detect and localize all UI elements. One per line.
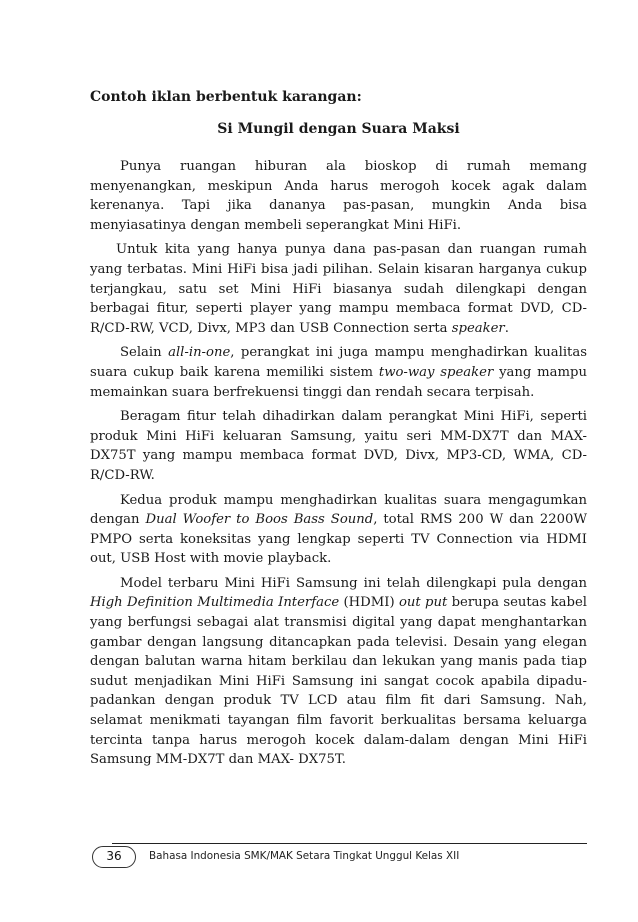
section-heading: Contoh iklan berbentuk karangan: <box>90 89 362 105</box>
paragraph-5-text-a: Kedua produk mampu menghadirkan kualitas suara mengagumkan dengan <box>90 492 587 528</box>
page-footer <box>92 840 587 870</box>
paragraph-2-text-a: Untuk kita yang hanya punya dana pas-pasan dan ruangan rumah yang terbatas. Mini HiFi bisa jadi pilihan. Selain kisaran harganya cukup terjangkau, satu set Mini HiFi biasanya sudah dilengkapi dengan berbagai fitur, seperti player yang mampu membaca format DVD, CD-R/CD-RW, VCD, Divx, MP3 dan USB Connection serta <box>90 242 587 336</box>
paragraph-2-text-b: . <box>504 320 509 336</box>
page-number: 36 <box>92 846 136 868</box>
footer-book-title: Bahasa Indonesia SMK/MAK Setara Tingkat Unggul Kelas XII <box>149 850 460 862</box>
paragraph-3-text-b: , perangkat ini juga mampu menghadirkan kualitas suara cukup baik karena memiliki sistem <box>90 345 587 380</box>
paragraph-5-text-b: , total RMS 200 W dan 2200W PMPO serta koneksitas yang lengkap seperti TV Connection via HDMI out, USB Host with movie playback. <box>90 512 587 567</box>
paragraph-2 <box>90 240 587 338</box>
paragraph-4 <box>90 407 587 485</box>
paragraph-3-italic-b: two-way speaker <box>378 364 494 380</box>
footer-divider <box>112 843 587 844</box>
paragraph-2-italic-a: speaker <box>451 320 505 336</box>
paragraph-5-italic-a: Dual Woofer to Boos Bass Sound <box>145 512 374 528</box>
paragraph-6-text-a: Model terbaru Mini HiFi Samsung ini telah dilengkapi pula dengan <box>120 575 587 591</box>
paragraph-6-italic-a: High Definition Multimedia Interface <box>90 595 340 611</box>
paragraph-6-text-c: berupa seutas kabel yang berfungsi sebagai alat transmisi digital yang dapat menghantarkan gambar dengan langsung ditancapkan pada televisi. Desain yang elegan dengan balutan warna hitam berkilau dan lekukan yang manis pada tiap sudut menjadikan Mini HiFi Samsung ini sangat cocok apabila dipadu-padankan dengan produk TV LCD atau film fit dari Samsung. Nah, selamat menikmati tayangan film favorit berkualitas bersama keluarga tercinta tanpa harus merogoh kocek dalam-dalam dengan Mini HiFi Samsung MM-DX7T dan MAX- DX75T. <box>90 595 587 768</box>
paragraph-3 <box>90 343 587 402</box>
paragraph-6-text-b: (HDMI) <box>339 595 399 611</box>
paragraph-1-text: Punya ruangan hiburan ala bioskop di rumah memang menyenangkan, meskipun Anda harus merogoh kocek agak dalam kerenanya. Tapi jika dananya pas-pasan, mungkin Anda bisa menyiasatinya dengan membeli seperangkat Mini HiFi. <box>90 159 587 233</box>
paragraph-4-text: Beragam fitur telah dihadirkan dalam perangkat Mini HiFi, seperti produk Mini HiFi keluaran Samsung, yaitu seri MM-DX7T dan MAX-DX75T yang mampu membaca format DVD, Divx, MP3-CD, WMA, CD-R/CD-RW. <box>90 409 587 483</box>
paragraph-3-text-c: yang mampu memainkan suara berfrekuensi tinggi dan rendah secara terpisah. <box>90 364 587 400</box>
paragraph-5 <box>90 491 587 569</box>
page-content <box>90 88 587 775</box>
paragraph-1 <box>90 157 587 235</box>
article-title: Si Mungil dengan Suara Maksi <box>217 121 460 137</box>
paragraph-6 <box>90 574 587 770</box>
paragraph-6-italic-b: out put <box>398 595 448 611</box>
paragraph-3-text-a: Selain <box>120 345 169 361</box>
paragraph-3-italic-a: all-in-one <box>168 345 231 361</box>
